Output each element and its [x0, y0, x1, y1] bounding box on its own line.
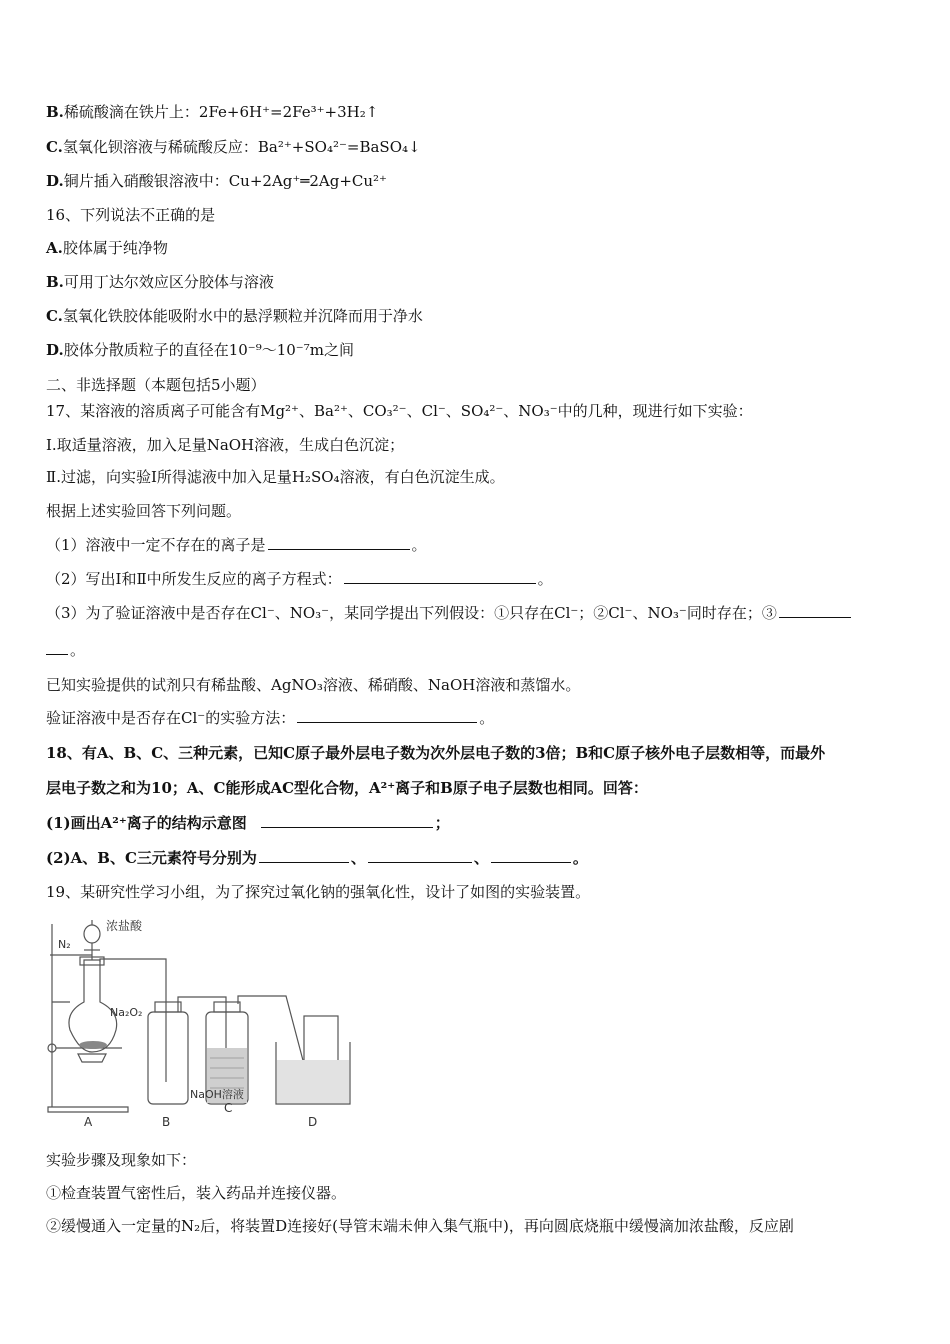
q15-option-d [46, 171, 387, 191]
q18-part-2 [46, 848, 588, 868]
q16-stem: 16、下列说法不正确的是 [46, 206, 216, 224]
option-key: C. [46, 307, 63, 325]
label-n2: N₂ [58, 938, 71, 951]
q15-option-b [46, 102, 378, 122]
label-c: C [224, 1101, 233, 1115]
option-text: 氢氧化钡溶液与稀硫酸反应：Ba²⁺+SO₄²⁻=BaSO₄↓ [62, 138, 421, 156]
q17-step-2: Ⅱ.过滤，向实验Ⅰ所得滤液中加入足量H₂SO₄溶液，有白色沉淀生成。 [46, 468, 505, 486]
q19-step-1: ①检查装置气密性后，装入药品并连接仪器。 [46, 1184, 347, 1202]
q18-stem-line-2: 层电子数之和为10；A、C能形成AC型化合物，A²⁺离子和B原子电子层数也相同。回答： [46, 779, 648, 797]
answer-blank[interactable] [297, 708, 477, 723]
section-title: 二、非选择题（本题包括5小题） [46, 376, 266, 394]
option-text: 胶体分散质粒子的直径在10⁻⁹～10⁻⁷m之间 [63, 341, 354, 359]
delivery-tube-b [178, 997, 226, 1012]
label-a: A [84, 1115, 93, 1127]
option-text: 铜片插入硝酸银溶液中：Cu+2Ag⁺═2Ag+Cu²⁺ [63, 172, 387, 190]
q17-part-2 [46, 569, 553, 589]
q17-part-1 [46, 535, 427, 555]
part-text: （1）溶液中一定不存在的离子是 [46, 536, 266, 554]
dropping-funnel [84, 925, 100, 943]
part-text: (1)画出A²⁺离子的结构示意图 [46, 814, 247, 832]
answer-blank[interactable] [259, 848, 349, 863]
q16-option-d [46, 340, 354, 360]
option-key: B. [46, 273, 64, 291]
q17-reagents: 已知实验提供的试剂只有稀盐酸、AgNO₃溶液、稀硝酸、NaOH溶液和蒸馏水。 [46, 676, 581, 694]
bottle-b-stopper [155, 1002, 181, 1012]
option-text: 氢氧化铁胶体能吸附水中的悬浮颗粒并沉降而用于净水 [62, 307, 423, 325]
trough-water [277, 1060, 349, 1103]
q15-option-c [46, 137, 421, 157]
answer-blank[interactable] [261, 813, 433, 828]
label-acid: 浓盐酸 [106, 919, 143, 933]
q16-option-b [46, 272, 274, 292]
na2o2-powder [79, 1041, 107, 1049]
apparatus-figure [40, 912, 360, 1127]
option-text: 稀硫酸滴在铁片上：2Fe+6H⁺=2Fe³⁺+3H₂↑ [63, 103, 379, 121]
label-d: D [308, 1115, 318, 1127]
stand-base [48, 1107, 128, 1112]
option-key: A. [46, 239, 63, 257]
q17-part-3 [46, 603, 853, 623]
answer-blank[interactable] [344, 569, 536, 584]
answer-blank[interactable] [779, 603, 851, 618]
q17-method [46, 708, 494, 728]
answer-blank[interactable] [46, 640, 68, 655]
q16-option-a [46, 238, 168, 258]
option-key: D. [46, 341, 64, 359]
q18-stem-line-1: 18、有A、B、C、三种元素，已知C原子最外层电子数为次外层电子数的3倍；B和C原子核外电子层数相等，而最外 [46, 744, 826, 762]
burner-grid [78, 1054, 106, 1062]
label-na2o2: Na₂O₂ [110, 1006, 143, 1019]
method-end: 。 [479, 709, 495, 727]
answer-blank[interactable] [368, 848, 472, 863]
q19-stem: 19、某研究性学习小组，为了探究过氧化钠的强氧化性，设计了如图的实验装置。 [46, 883, 591, 901]
q17-prompt: 根据上述实验回答下列问题。 [46, 502, 242, 520]
label-b: B [162, 1115, 171, 1127]
bottle-b [148, 1012, 188, 1104]
separator: 、 [473, 849, 489, 867]
q16-option-c [46, 306, 423, 326]
option-key: D. [46, 172, 64, 190]
part-end: 。 [537, 570, 553, 588]
method-text: 验证溶液中是否存在Cl⁻的实验方法： [46, 709, 296, 727]
part-text: （3）为了验证溶液中是否存在Cl⁻、NO₃⁻，某同学提出下列假设：①只存在Cl⁻；②Cl⁻、NO₃⁻同时存在；③ [46, 604, 777, 622]
q17-stem: 17、某溶液的溶质离子可能含有Mg²⁺、Ba²⁺、CO₃²⁻、Cl⁻、SO₄²⁻、NO₃⁻中的几种，现进行如下实验： [46, 402, 753, 420]
q19-step-2: ②缓慢通入一定量的N₂后，将装置D连接好(导管末端未伸入集气瓶中)，再向圆底烧瓶中缓慢滴加浓盐酸，反应剧 [46, 1217, 794, 1235]
q19-steps-title: 实验步骤及现象如下： [46, 1151, 197, 1169]
q18-part-1 [46, 813, 450, 833]
option-text: 可用丁达尔效应区分胶体与溶液 [63, 273, 274, 291]
separator: 、 [350, 849, 366, 867]
option-key: C. [46, 138, 63, 156]
part-text: (2)A、B、C三元素符号分别为 [46, 849, 257, 867]
q17-step-1: Ⅰ.取适量溶液，加入足量NaOH溶液，生成白色沉淀； [46, 436, 405, 454]
part-text: （2）写出Ⅰ和Ⅱ中所发生反应的离子方程式： [46, 570, 342, 588]
q17-part-3-cont [46, 640, 85, 660]
part-end: 。 [70, 641, 86, 659]
delivery-tube-a [100, 959, 166, 1004]
answer-blank[interactable] [268, 535, 410, 550]
option-text: 胶体属于纯净物 [62, 239, 168, 257]
part-end: ； [434, 814, 450, 832]
part-end: 。 [572, 849, 588, 867]
part-end: 。 [411, 536, 427, 554]
bottle-c-stopper [214, 1002, 240, 1012]
answer-blank[interactable] [491, 848, 571, 863]
label-naoh: NaOH溶液 [190, 1088, 244, 1101]
option-key: B. [46, 103, 64, 121]
